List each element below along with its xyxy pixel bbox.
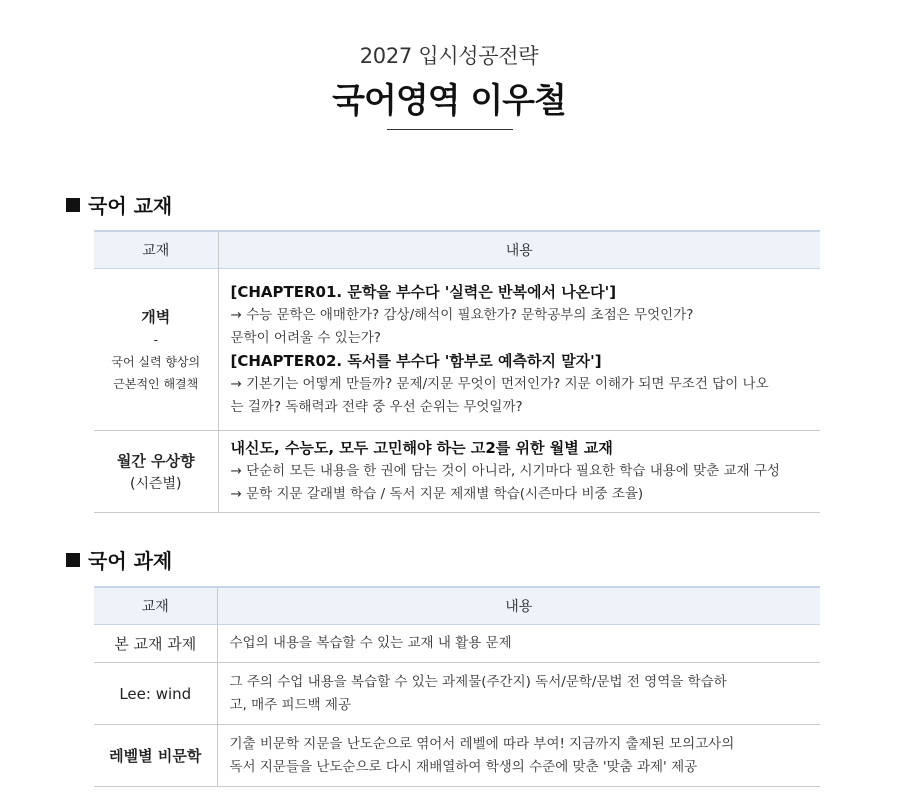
column-header-textbook: 교재 — [94, 587, 217, 625]
table-row — [94, 269, 820, 431]
row-content-cell — [217, 663, 820, 725]
content-heading: 내신도, 수능도, 모두 고민해야 하는 고2를 위한 월별 교재 — [230, 439, 613, 457]
content-line: → 문학 지문 갈래별 학습 / 독서 지문 제재별 학습(시즌마다 비중 조율) — [230, 486, 644, 502]
row-content-cell — [218, 269, 820, 431]
content-line: 문학이 어려울 수 있는가? — [230, 329, 381, 346]
row-content-cell — [218, 431, 820, 513]
content-line: 고, 매주 피드백 제공 — [229, 696, 351, 713]
row-name-cell — [94, 269, 218, 431]
content-line: → 기본기는 어떻게 만들까? 문제/지문 무엇이 먼저인가? 지문 이해가 되면 무조건 답이 나오 — [230, 375, 769, 392]
textbook-desc-2: 근본적인 해결책 — [113, 376, 199, 391]
row-content-cell — [217, 725, 820, 787]
table-header-row — [94, 587, 820, 625]
textbook-season: (시즌별) — [130, 475, 182, 492]
section-heading-text: 국어 과제 — [88, 549, 173, 573]
content-line: → 단순히 모든 내용을 한 권에 담는 것이 아니라, 시기마다 필요한 학습 내용에 맞춘 교재 구성 — [230, 463, 780, 479]
column-header-content: 내용 — [217, 587, 820, 625]
table-row — [94, 663, 820, 725]
assignment-table — [94, 586, 820, 787]
section-heading-textbooks — [66, 190, 172, 219]
content-line: 그 주의 수업 내용을 복습할 수 있는 과제물(주간지) 독서/문학/문법 전 영역을 학습하 — [229, 673, 727, 690]
table-row — [94, 431, 820, 513]
title-divider — [387, 129, 513, 130]
column-header-textbook: 교재 — [94, 231, 218, 269]
row-name-cell — [94, 431, 218, 513]
chapter-heading: [CHAPTER01. 문학을 부수다 '실력은 반복에서 나온다'] — [230, 282, 617, 301]
table-header-row — [94, 231, 820, 269]
textbook-name: 월간 우상향 — [116, 451, 195, 470]
assignment-name: 레벨별 비문학 — [94, 725, 217, 787]
section-heading-text: 국어 교재 — [88, 194, 173, 218]
textbook-dash: - — [153, 332, 158, 347]
assignment-name: 본 교재 과제 — [94, 625, 217, 663]
square-bullet-icon — [66, 198, 80, 212]
textbook-desc-1: 국어 실력 향상의 — [111, 354, 201, 369]
chapter-heading: [CHAPTER02. 독서를 부수다 '함부로 예측하지 말자'] — [230, 351, 602, 370]
page-title: 국어영역 이우철 — [332, 81, 566, 121]
table-row — [94, 725, 820, 787]
section-heading-assignments — [66, 545, 172, 574]
page-subtitle: 2027 입시성공전략 — [359, 44, 539, 68]
content-line: 기출 비문학 지문을 난도순으로 엮어서 레벨에 따라 부여! 지금까지 출제된 모의고사의 — [229, 735, 735, 752]
column-header-content: 내용 — [218, 231, 820, 269]
textbook-table — [94, 230, 820, 513]
assignment-name: Lee: wind — [94, 663, 217, 725]
square-bullet-icon — [66, 553, 80, 567]
content-line: 독서 지문들을 난도순으로 다시 재배열하여 학생의 수준에 맞춘 '맞춤 과제' 제공 — [229, 758, 698, 775]
content-line: → 수능 문학은 애매한가? 감상/해석이 필요한가? 문학공부의 초점은 무엇인가? — [230, 306, 694, 323]
table-row — [94, 625, 820, 663]
content-line: 는 걸까? 독해력과 전략 중 우선 순위는 무엇일까? — [230, 398, 523, 415]
textbook-name: 개벽 — [141, 307, 171, 326]
row-content-cell — [217, 625, 820, 663]
content-line: 수업의 내용을 복습할 수 있는 교재 내 활용 문제 — [229, 635, 512, 651]
